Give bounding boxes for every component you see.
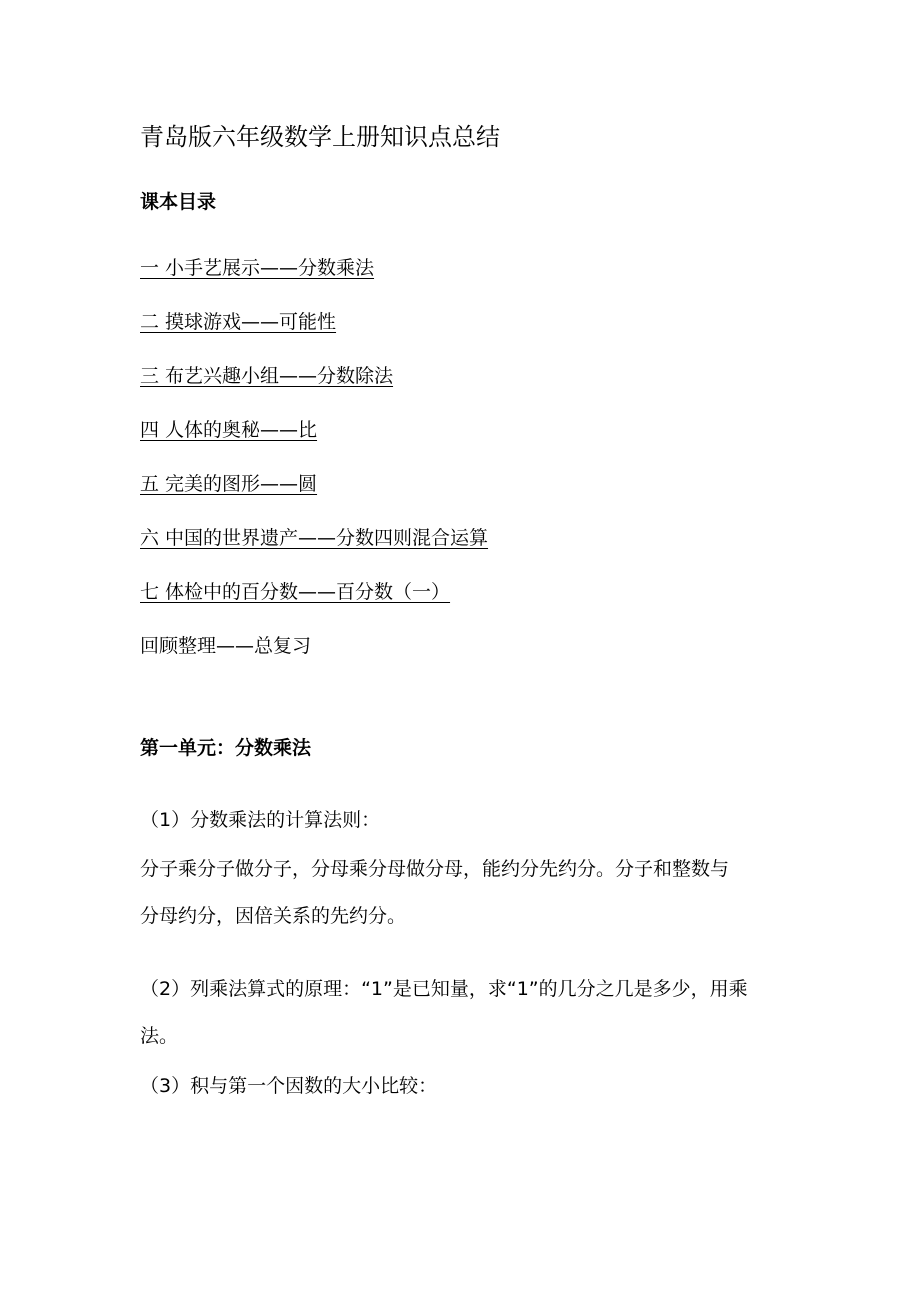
unit1-p1-line2: 分母约分，因倍关系的先约分。 bbox=[140, 905, 407, 927]
toc-item-1[interactable]: 一 小手艺展示——分数乘法 bbox=[140, 257, 375, 279]
toc-item-3[interactable]: 三 布艺兴趣小组——分数除法 bbox=[140, 365, 394, 387]
unit1-p1-line1: 分子乘分子做分子，分母乘分母做分母，能约分先约分。分子和整数与 bbox=[140, 858, 730, 880]
toc-item-7[interactable]: 七 体检中的百分数——百分数（一） bbox=[140, 581, 451, 603]
toc-item-review: 回顾整理——总复习 bbox=[140, 635, 312, 657]
unit1-p3-label: （3）积与第一个因数的大小比较： bbox=[140, 1075, 438, 1097]
toc-heading: 课本目录 bbox=[140, 191, 217, 213]
unit1-p2-line1: （2）列乘法算式的原理：“1”是已知量，求“1”的几分之几是多少，用乘 bbox=[140, 978, 748, 1000]
toc-item-5[interactable]: 五 完美的图形——圆 bbox=[140, 473, 318, 495]
toc-item-2[interactable]: 二 摸球游戏——可能性 bbox=[140, 311, 337, 333]
document-title: 青岛版六年级数学上册知识点总结 bbox=[140, 123, 500, 151]
toc-item-6[interactable]: 六 中国的世界遗产——分数四则混合运算 bbox=[140, 527, 489, 549]
unit1-p1-label: （1）分数乘法的计算法则： bbox=[140, 809, 381, 831]
unit1-heading: 第一单元：分数乘法 bbox=[140, 737, 312, 759]
unit1-p2-line2: 法。 bbox=[140, 1025, 179, 1047]
toc-item-4[interactable]: 四 人体的奥秘——比 bbox=[140, 419, 318, 441]
